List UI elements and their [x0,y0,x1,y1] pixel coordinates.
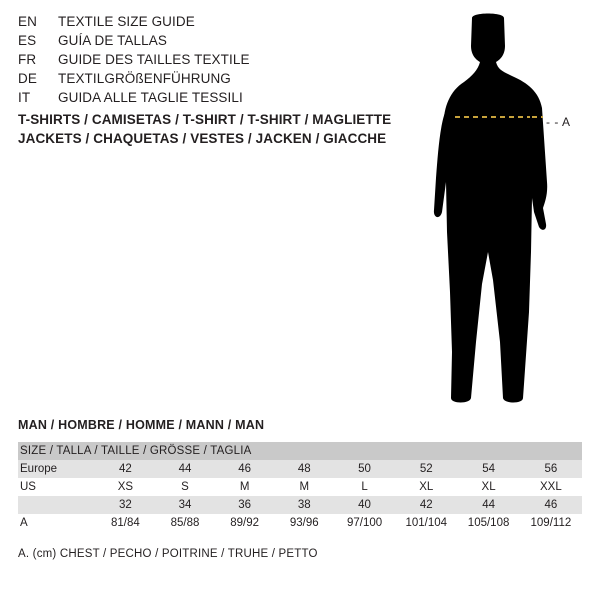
cell: 105/108 [467,517,510,529]
language-row [18,14,398,33]
footnote-chest-measure: A. (cm) CHEST / PECHO / POITRINE / TRUHE / PETTO [18,548,318,560]
row-label [18,496,96,514]
cell: 50 [358,463,371,475]
language-list [18,14,398,109]
size-table [18,442,582,532]
table-header-row [18,442,582,460]
cell: 44 [482,499,495,511]
language-row [18,71,398,90]
cell: 38 [297,499,311,511]
cell: 48 [297,463,311,475]
male-silhouette-figure [400,12,600,412]
table-header-label: SIZE / TALLA / TAILLE / GRÖSSE / TAGLIA [20,445,252,457]
cell: M [299,481,310,493]
cell: 85/88 [170,517,200,529]
cell: 89/92 [230,517,260,529]
language-row [18,33,398,52]
cell: 32 [118,499,132,511]
cell: 109/112 [530,517,572,529]
row-label: A [20,517,28,529]
cell: XL [419,481,434,493]
language-code: IT [18,90,31,105]
language-text: TEXTILE SIZE GUIDE [58,14,195,29]
language-text: GUIDE DES TAILLES TEXTILE [58,52,250,67]
cell: XXL [540,481,562,493]
measure-letter: A [562,115,571,129]
language-code: DE [18,71,37,86]
cell: 52 [419,463,433,475]
cell: 42 [419,499,433,511]
cell: XS [117,481,134,493]
language-text: GUIDA ALLE TAGLIE TESSILI [58,90,243,105]
cell: 56 [544,463,558,475]
cell: 101/104 [405,517,448,529]
cell: 93/96 [289,517,319,529]
cell: 36 [238,499,252,511]
cell: 42 [118,463,132,475]
cell: 46 [544,499,558,511]
language-text: TEXTILGRÖßENFÜHRUNG [58,71,231,86]
category-tshirts: T-SHIRTS / CAMISETAS / T-SHIRT / T-SHIRT / MAGLIETTE [18,112,392,127]
category-jackets: JACKETS / CHAQUETAS / VESTES / JACKEN / GIACCHE [18,131,387,146]
table-row [18,514,582,532]
language-text: GUÍA DE TALLAS [58,33,167,48]
row-label: US [20,481,36,493]
language-row [18,90,398,109]
cell: XL [481,481,496,493]
cell: 81/84 [110,517,140,529]
category-headings [18,110,438,148]
language-code: EN [18,14,37,29]
language-code: ES [18,33,37,48]
row-label: Europe [20,463,58,475]
cell: 40 [358,499,371,511]
table-row [18,496,582,514]
language-code: FR [18,52,37,67]
cell: 54 [482,463,495,475]
section-heading-man: MAN / HOMBRE / HOMME / MANN / MAN [18,418,265,432]
cell: S [181,481,189,493]
cell: 97/100 [346,517,383,529]
cell: 44 [178,463,192,475]
table-row [18,460,582,478]
cell: L [361,481,368,493]
language-row [18,52,398,71]
cell: 34 [178,499,192,511]
measure-dash: - - [546,115,559,129]
cell: 46 [238,463,252,475]
measure-label-a [546,115,571,129]
cell: M [239,481,250,493]
silhouette-icon [400,12,600,412]
table-row [18,478,582,496]
